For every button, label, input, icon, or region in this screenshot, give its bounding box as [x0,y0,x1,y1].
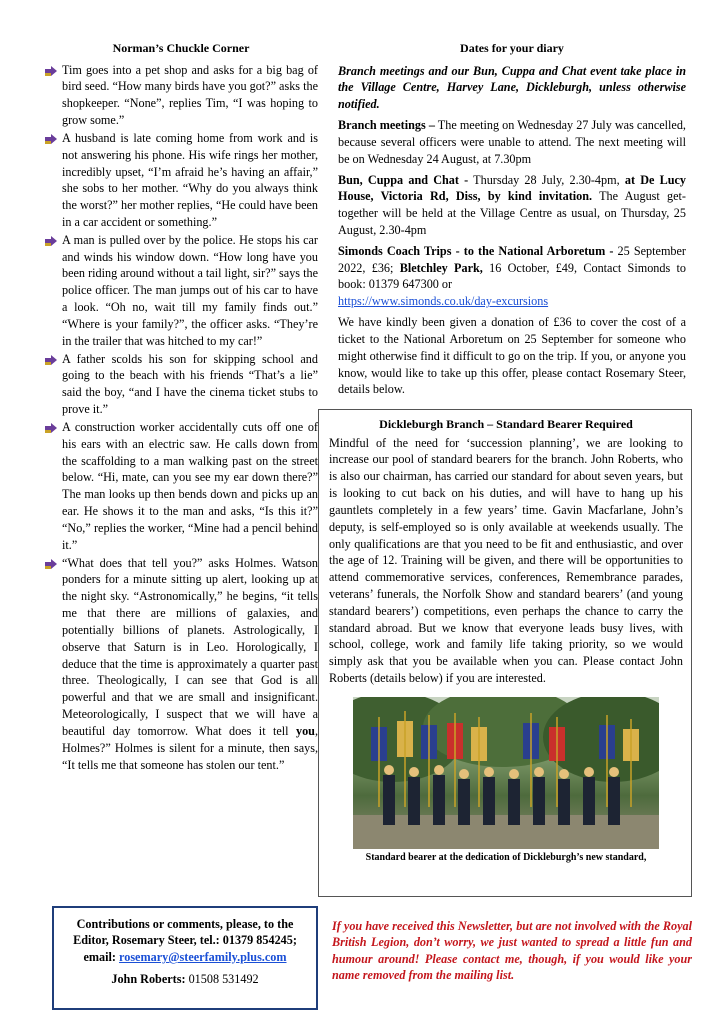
list-item [44,232,318,350]
arrow-bullet-icon [45,235,58,247]
list-item [44,555,318,774]
arrow-bullet-icon [45,558,58,570]
contributions-text: Contributions or comments, please, to the Editor, Rosemary Steer, tel.: 01379 854245; email: rosemary@steerfamily.plus.com [73,917,297,964]
chuckle-heading: Norman’s Chuckle Corner [112,41,250,55]
donation-text: We have kindly been given a donation of £36 to cover the cost of a ticket to the National Arboretum on 25 September for someone who might otherwise find it difficult to go on the trip. If you, or anyone you know, would like to take up this offer, please contact Rosemary Steer, details below. [338,315,686,397]
diary-section [338,38,686,402]
joke-text: A father scolds his son for skipping school and going to the beach with his friends “That’s a lie” said the boy, “and I have the cinema ticket stubs to prove it.” [62,351,318,417]
photo-caption: Standard bearer at the dedication of Dickleburgh’s new standard, [365,851,647,863]
arrow-bullet-icon [45,133,58,145]
mailing-list-notice: If you have received this Newsletter, but are not involved with the Royal British Legion, don’t worry, we just wanted to spread a little fun and humour around! Please contact me, though, if you would like your name removed from the mailing list. [332,919,692,983]
bun-cuppa-chat: Bun, Cuppa and Chat - Thursday 28 July, 2.30-4pm, at De Lucy House, Victoria Rd, Diss, by kind invitation. The August get-together will be held at the Village Centre as usual, on Thursday, 25 August, 2.30-4pm [338,172,687,237]
contributions-box [52,906,318,1010]
arrow-bullet-icon [45,422,58,434]
simonds-link[interactable]: https://www.simonds.co.uk/day-excursions [338,294,549,309]
diary-intro: Branch meetings and our Bun, Cuppa and Chat event take place in the Village Centre, Harvey Lane, Dickleburgh, unless otherwise notified. [338,63,686,112]
joke-text: A husband is late coming home from work and is not answering his phone. His wife rings her mother, incredibly upset, “I’m afraid he’s having an affair,” she sobs to her mother. “Why do you always think the worst?” her mother replies, “He could have been in a car accident or something.” [62,130,318,229]
diary-heading: Dates for your diary [460,41,564,55]
list-item [44,62,318,129]
standard-text: Mindful of the need for ‘succession planning’, we are looking to increase our pool of standard bearers for the branch. John Roberts, who is also our chairman, has carried our standard for about seven years, but is looking to cut back on his duties, and will have to hang up his gauntlets completely in a few years’ time. Gavin Macfarlane, John’s deputy, is self-employed so is only available at weekends usually. The only qualifications are that you need to be fit and enthusiastic, and over the age of 12. Training will be given, and there will be opportunities to attend commemorative services, conferences, Remembrance parades, veterans’ funerals, the Norfolk Show and standard bearers’ (and young standard bearers’) competitions, even perhaps the chance to carry the standard abroad. But we know that everyone leads busy lives, with school, college, work and family life taking priority, so we would simply ask that you be available when you can. Please contact John Roberts (details below) if you are interested. [329,435,683,686]
john-roberts-contact: John Roberts: 01508 531492 [111,972,259,987]
standard-bearers-photo [353,697,659,849]
standard-bearer-box [318,409,692,897]
chuckle-corner [44,38,318,774]
arrow-bullet-icon [45,354,58,366]
joke-text: Tim goes into a pet shop and asks for a big bag of bird seed. “How many birds have you got?” asks the shopkeeper. “None”, replies Tim, “I was hoping to grow some.” [62,62,318,128]
standard-heading: Dickleburgh Branch – Standard Bearer Required [379,417,633,431]
list-item [44,130,318,231]
list-item [44,419,318,554]
joke-text: A man is pulled over by the police. He stops his car and winds his window down. “How long have you been riding around without a tail light, sir?” says the police officer. The man jumps out of his car to have a look. “Oh no, wait till my family finds out.” “Where is your family?”, the officer asks. “They’re in the trailer that was hitched to my car!” [62,232,318,348]
arrow-bullet-icon [45,65,58,77]
branch-meetings: Branch meetings – The meeting on Wednesday 27 July was cancelled, because several officers were unable to attend. The next meeting will be on Wednesday 24 August, at 7.30pm [338,118,686,166]
joke-list [44,62,318,774]
photo-illustration [353,697,659,849]
editor-email-link[interactable]: rosemary@steerfamily.plus.com [119,949,287,964]
joke-text: “What does that tell you?” asks Holmes. Watson ponders for a minute sitting up alert, looking up at the night sky. “Astronomically,” he begins, “it tells me that there are millions of galaxies, and potentially billions of planets. Astrologically, I observe that Saturn is in Leo. Horologically, I deduce that the time is approximately a quarter past three. Theologically, I can see that God is all powerful and that we are small and insignificant. Meteorologically, I suspect that we will have a beautiful day tomorrow. What does it tell you, Holmes?” Holmes is silent for a minute, then says, “It tells me that someone has stolen our tent.” [62,555,318,772]
joke-text: A construction worker accidentally cuts off one of his ears with an electric saw. He calls down from the scaffolding to a man walking past on the street below. “Hi, mate, can you see my ear down there?” The man looks up then bends down and picks up an ear. He shows it to the man and asks, “Is this it?” “No,” replies the worker, “Mine had a pencil behind it.” [62,419,318,552]
list-item [44,351,318,418]
coach-trips: Simonds Coach Trips - to the National Arboretum - 25 September 2022, £36; Bletchley Park, 16 October, £49, Contact Simonds to book: 01379 647300 or https://www.simonds.co.uk/day-excursions [338,243,686,309]
